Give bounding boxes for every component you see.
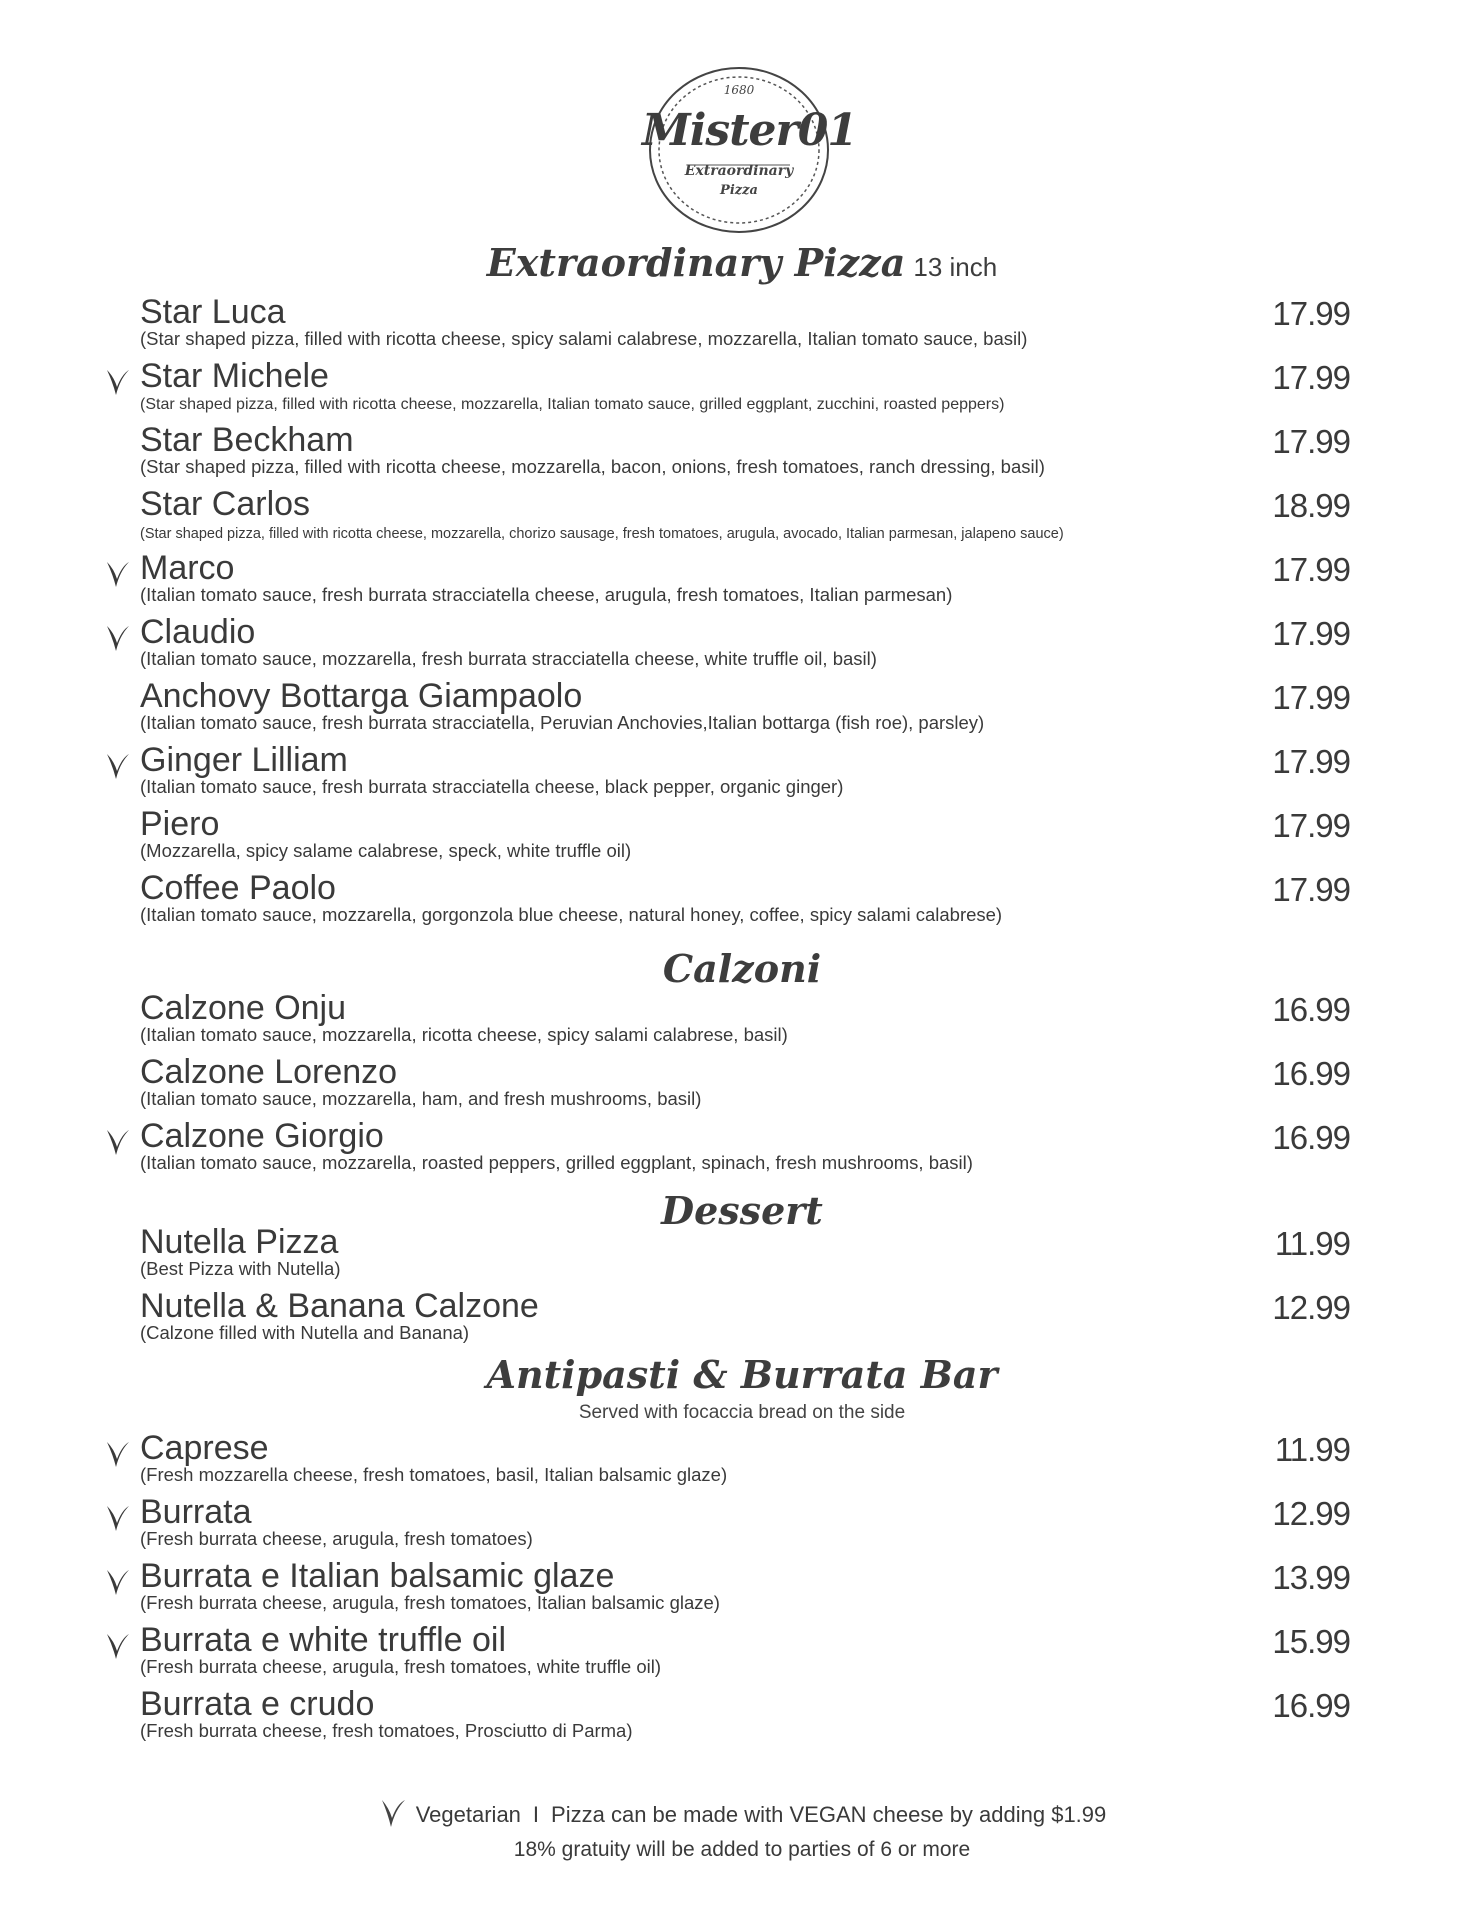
menu-item xyxy=(100,484,1350,548)
footer-legend xyxy=(0,1796,1484,1830)
item-name: Star Beckham xyxy=(140,421,354,459)
item-name: Nutella Pizza xyxy=(140,1223,339,1261)
item-description: (Italian tomato sauce, mozzarella, ricotta cheese, spicy salami calabrese, basil) xyxy=(140,1024,788,1045)
item-name: Anchovy Bottarga Giampaolo xyxy=(140,677,583,715)
section-title-pizza xyxy=(0,240,1484,285)
item-name: Claudio xyxy=(140,613,256,651)
menu-item xyxy=(100,1556,1350,1620)
item-description: (Italian tomato sauce, mozzarella, fresh burrata stracciatella cheese, white truffle oil, basil) xyxy=(140,648,877,669)
item-description: (Italian tomato sauce, fresh burrata stracciatella cheese, arugula, fresh tomatoes, Italian parmesan) xyxy=(140,584,953,605)
footer-separator: I xyxy=(532,1802,540,1827)
size-note: 13 inch xyxy=(913,252,998,282)
logo-year: 1680 xyxy=(723,83,755,97)
menu-item xyxy=(100,1492,1350,1556)
item-price: 17.99 xyxy=(1272,295,1350,332)
menu-item xyxy=(100,356,1350,420)
item-description: (Italian tomato sauce, mozzarella, roasted peppers, grilled eggplant, spinach, fresh mushrooms, basil) xyxy=(140,1152,973,1173)
leaf-icon xyxy=(104,1439,132,1469)
item-description: (Star shaped pizza, filled with ricotta cheese, mozzarella, chorizo sausage, fresh tomatoes, arugula, avocado, Italian parmesan, jalapeno sauce) xyxy=(140,526,1064,542)
item-name: Burrata xyxy=(140,1493,252,1531)
menu-item xyxy=(100,1052,1350,1116)
logo-name: Mister01 xyxy=(642,105,857,156)
menu-item xyxy=(100,420,1350,484)
item-price: 11.99 xyxy=(1274,1431,1350,1468)
item-name: Marco xyxy=(140,549,235,587)
item-name: Caprese xyxy=(140,1429,269,1467)
item-description: (Fresh burrata cheese, arugula, fresh tomatoes) xyxy=(140,1528,533,1549)
item-price: 16.99 xyxy=(1272,1119,1350,1156)
menu-item xyxy=(100,612,1350,676)
vegetarian-label: Vegetarian xyxy=(415,1802,521,1827)
item-price: 13.99 xyxy=(1272,1559,1350,1596)
logo-tagline-2: Pizza xyxy=(720,183,758,198)
section-title-calzoni xyxy=(0,946,1484,991)
item-price: 16.99 xyxy=(1272,1055,1350,1092)
item-description: (Mozzarella, spicy salame calabrese, speck, white truffle oil) xyxy=(140,840,632,861)
section-heading: Dessert xyxy=(661,1188,823,1233)
logo-tagline: Extraordinary xyxy=(684,163,794,179)
item-price: 11.99 xyxy=(1274,1225,1350,1262)
menu-item xyxy=(100,868,1350,932)
leaf-icon xyxy=(104,623,132,653)
item-price: 17.99 xyxy=(1272,679,1350,716)
item-price: 17.99 xyxy=(1272,359,1350,396)
menu-item xyxy=(100,740,1350,804)
item-description: (Fresh mozzarella cheese, fresh tomatoes, basil, Italian balsamic glaze) xyxy=(140,1464,728,1485)
item-name: Star Michele xyxy=(140,357,329,395)
item-name: Burrata e white truffle oil xyxy=(140,1621,506,1659)
menu-item xyxy=(100,1684,1350,1748)
section-heading: Extraordinary Pizza xyxy=(486,240,906,285)
leaf-icon xyxy=(104,1127,132,1157)
item-price: 17.99 xyxy=(1272,423,1350,460)
section-heading: Calzoni xyxy=(662,946,822,991)
item-price: 12.99 xyxy=(1272,1289,1350,1326)
item-price: 17.99 xyxy=(1272,615,1350,652)
item-price: 17.99 xyxy=(1272,871,1350,908)
item-name: Calzone Lorenzo xyxy=(140,1053,398,1091)
leaf-icon xyxy=(104,559,132,589)
item-description: (Italian tomato sauce, fresh burrata stracciatella cheese, black pepper, organic ginger) xyxy=(140,776,844,797)
menu-item xyxy=(100,1116,1350,1180)
menu-item xyxy=(100,292,1350,356)
item-name: Burrata e Italian balsamic glaze xyxy=(140,1557,615,1595)
item-description: (Calzone filled with Nutella and Banana) xyxy=(140,1322,470,1343)
gratuity-note: 18% gratuity will be added to parties of 6 or more xyxy=(513,1838,971,1861)
menu-item xyxy=(100,1428,1350,1492)
item-description: (Fresh burrata cheese, arugula, fresh tomatoes, Italian balsamic glaze) xyxy=(140,1592,720,1613)
item-price: 15.99 xyxy=(1272,1623,1350,1660)
menu-item xyxy=(100,804,1350,868)
item-price: 17.99 xyxy=(1272,743,1350,780)
item-description: (Best Pizza with Nutella) xyxy=(140,1258,341,1279)
leaf-icon xyxy=(104,751,132,781)
section-heading: Antipasti & Burrata Bar xyxy=(486,1352,998,1397)
menu-item xyxy=(100,1620,1350,1684)
item-name: Nutella & Banana Calzone xyxy=(140,1287,539,1325)
leaf-icon xyxy=(104,1503,132,1533)
item-name: Star Carlos xyxy=(140,485,311,523)
item-description: (Fresh burrata cheese, fresh tomatoes, Prosciutto di Parma) xyxy=(140,1720,633,1741)
restaurant-logo xyxy=(642,65,857,235)
item-name: Burrata e crudo xyxy=(140,1685,375,1723)
section-title-antipasti xyxy=(0,1352,1484,1397)
leaf-icon xyxy=(104,1631,132,1661)
item-description: (Star shaped pizza, filled with ricotta cheese, spicy salami calabrese, mozzarella, Italian tomato sauce, basil) xyxy=(140,328,1028,349)
item-name: Piero xyxy=(140,805,220,843)
menu-item xyxy=(100,988,1350,1052)
item-description: (Star shaped pizza, filled with ricotta cheese, mozzarella, bacon, onions, fresh tomatoes, ranch dressing, basil) xyxy=(140,456,1045,477)
menu-item xyxy=(100,548,1350,612)
leaf-icon xyxy=(378,1796,408,1830)
section-subtitle: Served with focaccia bread on the side xyxy=(578,1402,906,1423)
vegan-note: Pizza can be made with VEGAN cheese by adding $1.99 xyxy=(551,1802,1107,1827)
item-description: (Italian tomato sauce, mozzarella, ham, and fresh mushrooms, basil) xyxy=(140,1088,702,1109)
item-name: Ginger Lilliam xyxy=(140,741,348,779)
item-name: Star Luca xyxy=(140,293,286,331)
menu-item xyxy=(100,1222,1350,1286)
item-name: Coffee Paolo xyxy=(140,869,336,907)
item-name: Calzone Onju xyxy=(140,989,347,1027)
item-price: 12.99 xyxy=(1272,1495,1350,1532)
menu-item xyxy=(100,1286,1350,1350)
item-price: 17.99 xyxy=(1272,551,1350,588)
menu-item xyxy=(100,676,1350,740)
item-price: 17.99 xyxy=(1272,807,1350,844)
item-name: Calzone Giorgio xyxy=(140,1117,384,1155)
item-description: (Fresh burrata cheese, arugula, fresh tomatoes, white truffle oil) xyxy=(140,1656,661,1677)
item-description: (Italian tomato sauce, fresh burrata stracciatella, Peruvian Anchovies,Italian bottarga (fish roe), parsley) xyxy=(140,712,985,733)
item-price: 16.99 xyxy=(1272,991,1350,1028)
item-price: 18.99 xyxy=(1272,487,1350,524)
leaf-icon xyxy=(104,367,132,397)
item-price: 16.99 xyxy=(1272,1687,1350,1724)
item-description: (Star shaped pizza, filled with ricotta cheese, mozzarella, Italian tomato sauce, grilled eggplant, zucchini, roasted peppers) xyxy=(140,396,1005,413)
item-description: (Italian tomato sauce, mozzarella, gorgonzola blue cheese, natural honey, coffee, spicy salami calabrese) xyxy=(140,904,1003,925)
leaf-icon xyxy=(104,1567,132,1597)
